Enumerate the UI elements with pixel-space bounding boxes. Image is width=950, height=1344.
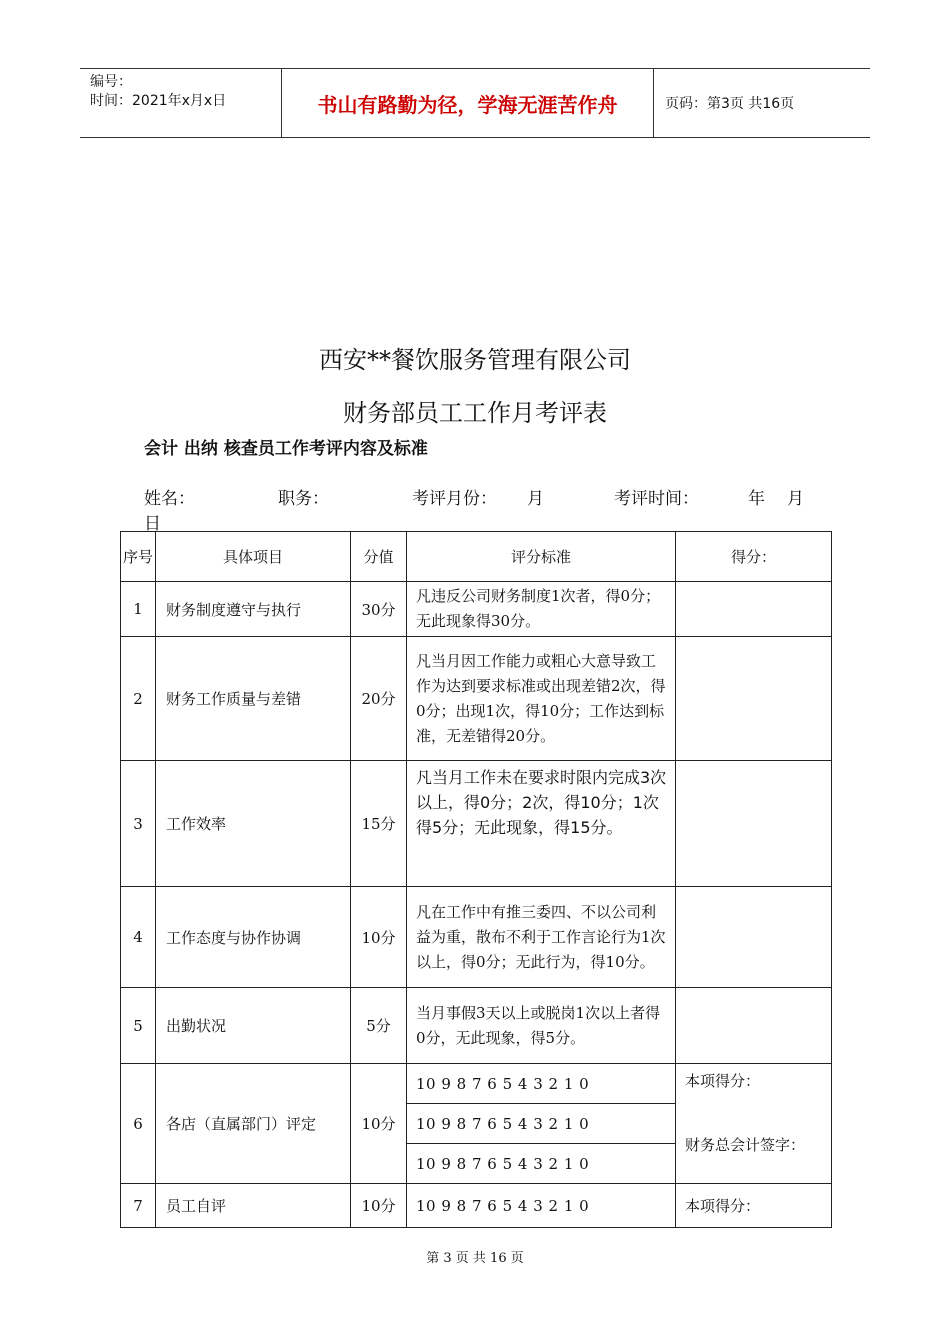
header-motto: 书山有路勤为径，学海无涯苦作舟 [281,69,654,137]
row-points: 10分 [351,1064,407,1184]
row-criteria: 凡违反公司财务制度1次者，得0分；无此现象得30分。 [407,582,676,637]
table-row [121,887,832,988]
row-seq: 2 [121,637,156,761]
row-points: 10分 [351,1184,407,1228]
table-row [121,1184,832,1228]
score-scale[interactable]: 10 9 8 7 6 5 4 3 2 1 0 [407,1104,676,1144]
info-eval-time-label: 考评时间： [614,489,699,509]
row-score-cell[interactable] [676,637,832,761]
row-points: 15分 [351,761,407,887]
row-seq: 5 [121,988,156,1064]
row-criteria: 当月事假3天以上或脱岗1次以上者得0分，无此现象，得5分。 [407,988,676,1064]
row6-score-box [685,1064,831,1155]
row-score-cell[interactable] [676,582,832,637]
info-eval-month-label: 考评月份： [412,489,497,509]
row-points: 20分 [351,637,407,761]
info-month-label: 月 [527,489,544,509]
row-points: 30分 [351,582,407,637]
header-number-label: 编号： [90,74,132,90]
row-score-cell[interactable] [676,887,832,988]
table-row [121,637,832,761]
info-name-label: 姓名： [144,489,195,509]
page-footer: 第 3 页 共 16 页 [426,1251,524,1266]
row6-sign-label: 财务总会计签字： [685,1136,806,1154]
info-position-label: 职务： [278,489,329,509]
table-row [121,988,832,1064]
evaluation-table [120,531,832,1228]
row-item: 出勤状况 [156,988,351,1064]
row-criteria: 凡当月因工作能力或粗心大意导致工作为达到要求标准或出现差错2次，得0分；出现1次，得10分；工作达到标准，无差错得20分。 [407,637,676,761]
header-criteria: 评分标准 [407,532,676,582]
header-page-label: 页码：第3页 共16页 [665,96,795,112]
row-item: 工作效率 [156,761,351,887]
header-score: 得分： [676,532,832,582]
company-title: 西安**餐饮服务管理有限公司 [319,346,631,374]
info-day-label: 日 [144,514,161,534]
info-month2-label: 月 [787,489,804,509]
row-item: 各店（直属部门）评定 [156,1064,351,1184]
row-seq: 6 [121,1064,156,1184]
row-seq: 3 [121,761,156,887]
row-item: 工作态度与协作协调 [156,887,351,988]
header-seq: 序号 [121,532,156,582]
score-scale[interactable]: 10 9 8 7 6 5 4 3 2 1 0 [407,1184,676,1228]
header-meta [80,69,280,137]
row-points: 10分 [351,887,407,988]
row-points: 5分 [351,988,407,1064]
header-time-label: 时间：2021年x月x日 [90,93,227,109]
table-header-row [121,532,832,582]
form-subtitle: 会计 出纳 核查员工作考评内容及标准 [144,439,428,459]
row6-score-label: 本项得分： [685,1072,761,1090]
info-year-label: 年 [748,489,765,509]
table-row [121,761,832,887]
table-row [121,582,832,637]
table-row [121,1064,832,1104]
row-item: 财务工作质量与差错 [156,637,351,761]
row-criteria: 凡在工作中有推三委四、不以公司利益为重，散布不利于工作言论行为1次以上，得0分；无此行为，得10分。 [407,887,676,988]
header-item: 具体项目 [156,532,351,582]
page-header [80,68,870,138]
row-item: 员工自评 [156,1184,351,1228]
form-title: 财务部员工工作月考评表 [343,399,607,427]
row-score-cell[interactable] [676,988,832,1064]
score-scale[interactable]: 10 9 8 7 6 5 4 3 2 1 0 [407,1064,676,1104]
row-criteria: 凡当月工作未在要求时限内完成3次以上，得0分；2次，得10分；1次得5分；无此现象，得15分。 [407,761,676,887]
row-seq: 1 [121,582,156,637]
row-item: 财务制度遵守与执行 [156,582,351,637]
row7-score-label[interactable]: 本项得分： [676,1184,832,1228]
info-line [144,484,844,509]
row-seq: 4 [121,887,156,988]
score-scale[interactable]: 10 9 8 7 6 5 4 3 2 1 0 [407,1144,676,1184]
header-points: 分值 [351,532,407,582]
row6-score-cell[interactable] [676,1064,832,1184]
row-score-cell[interactable] [676,761,832,887]
row-seq: 7 [121,1184,156,1228]
